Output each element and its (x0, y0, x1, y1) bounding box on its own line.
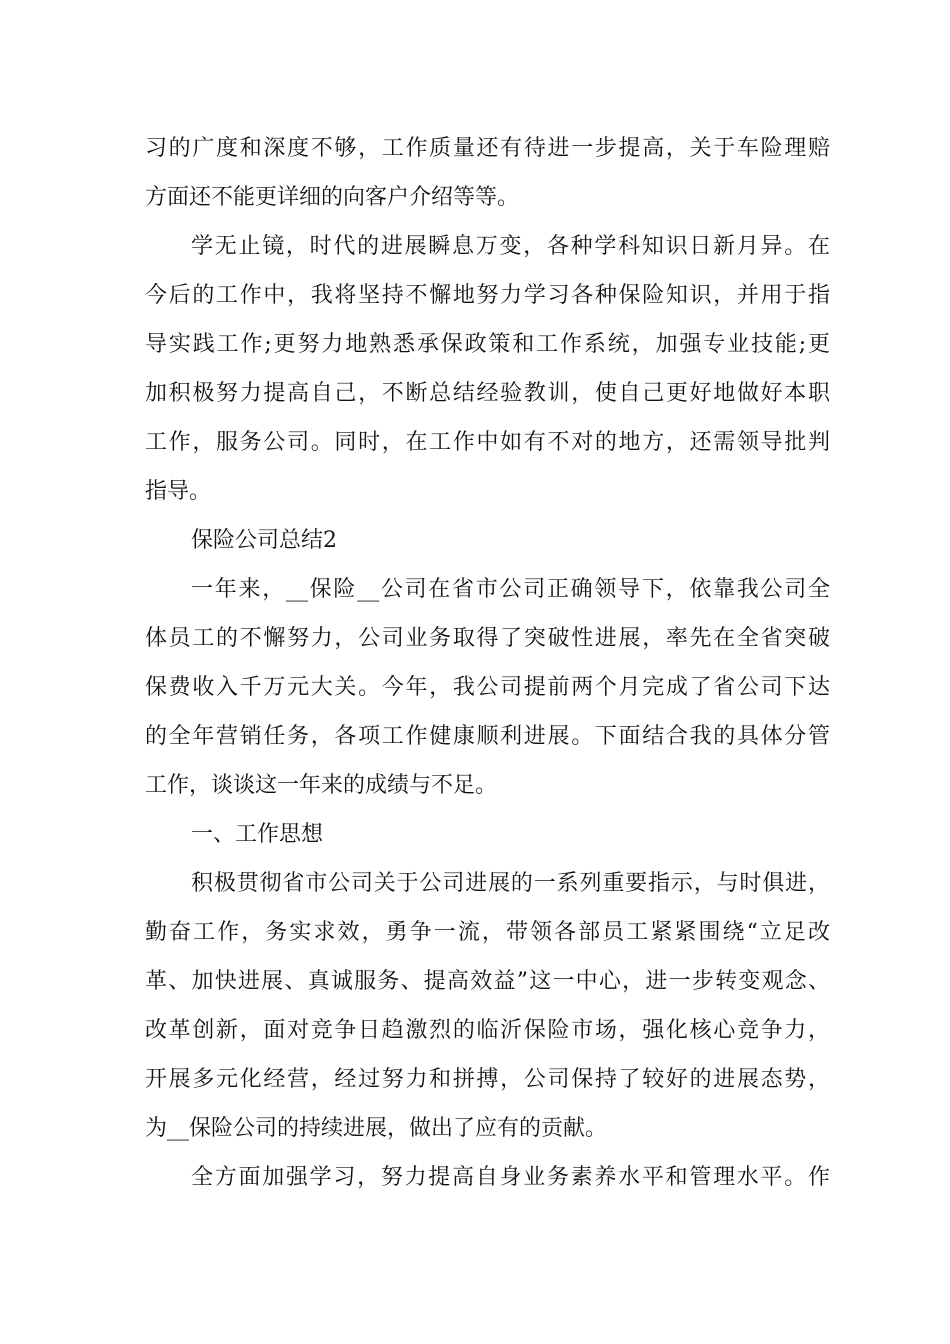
paragraph (145, 124, 830, 222)
document-body (145, 124, 830, 1202)
text-line: 工作，服务公司。同时，在工作中如有不对的地方，还需领导批判 (145, 430, 830, 455)
text-line: 加积极努力提高自己，不断总结经验教训，使自己更好地做好本职 (145, 381, 830, 406)
text-line: 改革创新，面对竞争日趋激烈的临沂保险市场，强化核心竞争力， (145, 1018, 830, 1043)
text-line: 工作，谈谈这一年来的成绩与不足。 (145, 773, 498, 798)
text-line: 学无止镜，时代的进展瞬息万变，各种学科知识日新月异。在 (191, 234, 830, 259)
text-line: 为__保险公司的持续进展，做出了应有的贡献。 (145, 1116, 608, 1141)
text-line: 积极贯彻省市公司关于公司进展的一系列重要指示，与时俱进， (191, 871, 830, 896)
text-line: 一年来，__保险__公司在省市公司正确领导下，依靠我公司全 (191, 577, 830, 602)
text-line: 全方面加强学习，努力提高自身业务素养水平和管理水平。作 (191, 1165, 830, 1190)
text-line: 勤奋工作，务实求效，勇争一流，带领各部员工紧紧围绕“立足改 (145, 920, 830, 945)
text-line: 体员工的不懈努力，公司业务取得了突破性进展，率先在全省突破 (145, 626, 830, 651)
text-line: 指导。 (145, 479, 212, 504)
text-line: 今后的工作中，我将坚持不懈地努力学习各种保险知识，并用于指 (145, 283, 830, 308)
text-line: 革、加快进展、真诚服务、提高效益”这一中心，进一步转变观念、 (145, 969, 830, 994)
section-heading: 保险公司总结2 (191, 528, 337, 553)
text-line: 开展多元化经营，经过努力和拼搏，公司保持了较好的进展态势， (145, 1067, 830, 1092)
text-line: 方面还不能更详细的向客户介绍等等。 (145, 185, 520, 210)
section-heading: 一、工作思想 (191, 822, 324, 847)
text-line: 的全年营销任务，各项工作健康顺利进展。下面结合我的具体分管 (145, 724, 830, 749)
paragraph (145, 1153, 830, 1202)
paragraph (145, 222, 830, 516)
paragraph (145, 859, 830, 1153)
text-line: 保费收入千万元大关。今年，我公司提前两个月完成了省公司下达 (145, 675, 830, 700)
paragraph (145, 565, 830, 810)
text-line: 习的广度和深度不够，工作质量还有待进一步提高，关于车险理赔 (145, 136, 830, 161)
text-line: 导实践工作;更努力地熟悉承保政策和工作系统，加强专业技能;更 (145, 332, 830, 357)
